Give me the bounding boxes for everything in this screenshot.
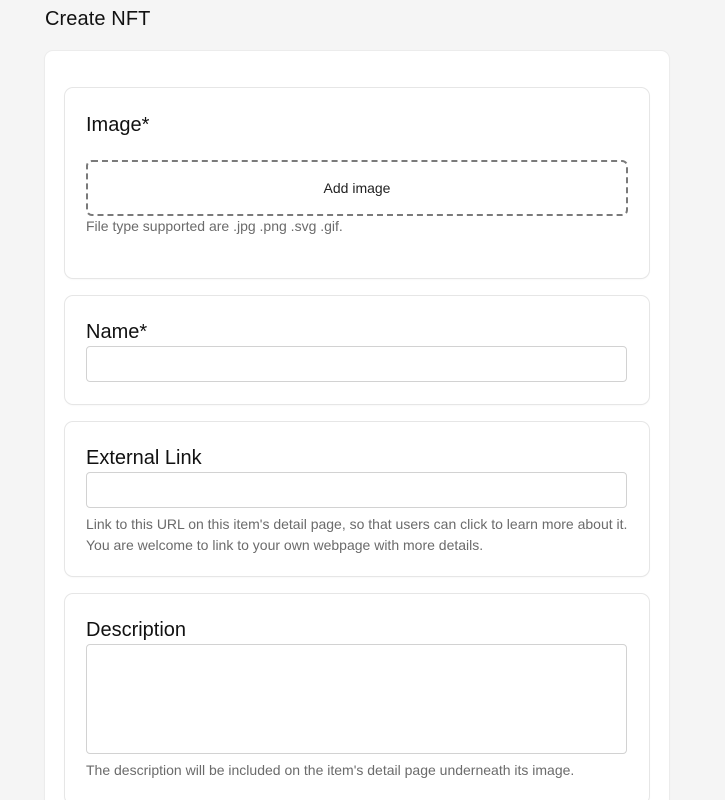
create-nft-form (45, 51, 669, 800)
page-title: Create NFT (45, 8, 151, 30)
external-link-input[interactable] (86, 472, 627, 508)
external-link-label: External Link (86, 447, 202, 469)
add-image-dropzone[interactable] (86, 160, 628, 216)
image-label: Image* (86, 114, 150, 136)
external-link-helper: Link to this URL on this item's detail page, so that users can click to learn more about it. You are welcome to link to your own webpage with more details. (86, 516, 628, 553)
image-section (65, 88, 649, 278)
name-input[interactable] (86, 346, 627, 382)
description-helper: The description will be included on the item's detail page underneath its image. (86, 762, 575, 778)
external-link-section (65, 422, 649, 576)
description-label: Description (86, 619, 187, 641)
description-textarea[interactable] (86, 644, 627, 754)
add-image-label: Add image (323, 180, 391, 196)
name-label: Name* (86, 321, 148, 343)
image-file-type-helper: File type supported are .jpg .png .svg .gif. (86, 218, 343, 234)
name-section (65, 296, 649, 404)
description-section (65, 594, 649, 800)
